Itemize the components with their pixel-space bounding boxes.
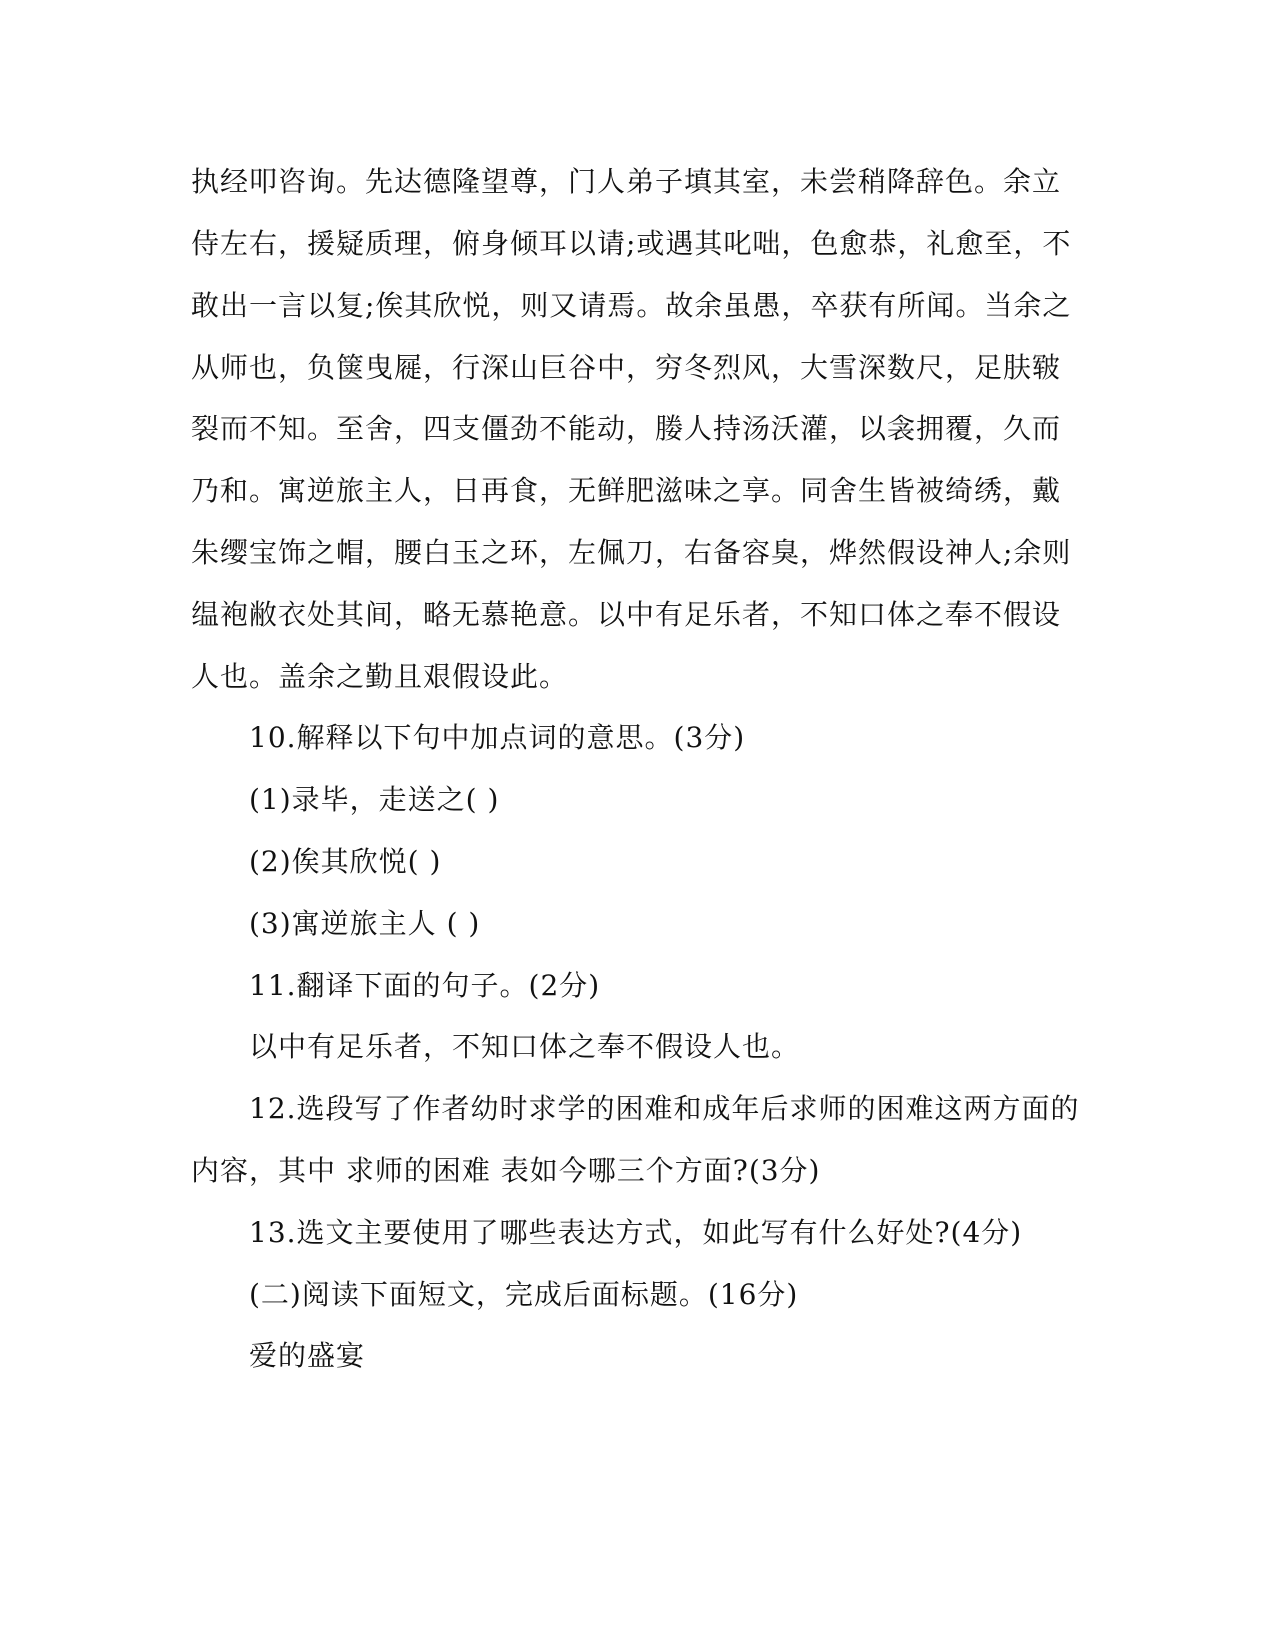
passage-line: 缊袍敝衣处其间，略无慕艳意。以中有足乐者，不知口体之奉不假设 <box>191 598 1062 631</box>
passage-line: 朱缨宝饰之帽，腰白玉之环，左佩刀，右备容臭，烨然假设神人;余则 <box>191 536 1072 569</box>
question-10-item: (2)俟其欣悦( ) <box>249 845 442 878</box>
passage-line: 侍左右，援疑质理，俯身倾耳以请;或遇其叱咄，色愈恭，礼愈至，不 <box>191 227 1072 260</box>
article-title: 爱的盛宴 <box>249 1339 366 1372</box>
question-13-prompt: 13.选文主要使用了哪些表达方式，如此写有什么好处?(4分) <box>249 1216 1023 1249</box>
question-10-item: (3)寓逆旅主人 ( ) <box>249 907 481 940</box>
question-12-line-2: 内容，其中 求师的困难 表如今哪三个方面?(3分) <box>191 1154 821 1187</box>
question-11-sentence: 以中有足乐者，不知口体之奉不假设人也。 <box>249 1030 801 1063</box>
passage-line: 人也。盖余之勤且艰假设此。 <box>191 660 569 693</box>
passage-line: 执经叩咨询。先达德隆望尊，门人弟子填其室，未尝稍降辞色。余立 <box>191 165 1062 198</box>
question-10-prompt: 10.解释以下句中加点词的意思。(3分) <box>249 721 746 754</box>
question-12-line-1: 12.选段写了作者幼时求学的困难和成年后求师的困难这两方面的 <box>249 1092 1080 1125</box>
section-2-heading: (二)阅读下面短文，完成后面标题。(16分) <box>249 1278 799 1311</box>
passage-line: 从师也，负箧曳屣，行深山巨谷中，穷冬烈风，大雪深数尺，足肤皲 <box>191 351 1062 384</box>
question-11-prompt: 11.翻译下面的句子。(2分) <box>249 969 601 1002</box>
passage-line: 乃和。寓逆旅主人，日再食，无鲜肥滋味之享。同舍生皆被绮绣，戴 <box>191 474 1062 507</box>
question-10-item: (1)录毕，走送之( ) <box>249 783 500 816</box>
passage-line: 裂而不知。至舍，四支僵劲不能动，媵人持汤沃灌，以衾拥覆，久而 <box>191 412 1062 445</box>
passage-line: 敢出一言以复;俟其欣悦，则又请焉。故余虽愚，卒获有所闻。当余之 <box>191 289 1072 322</box>
